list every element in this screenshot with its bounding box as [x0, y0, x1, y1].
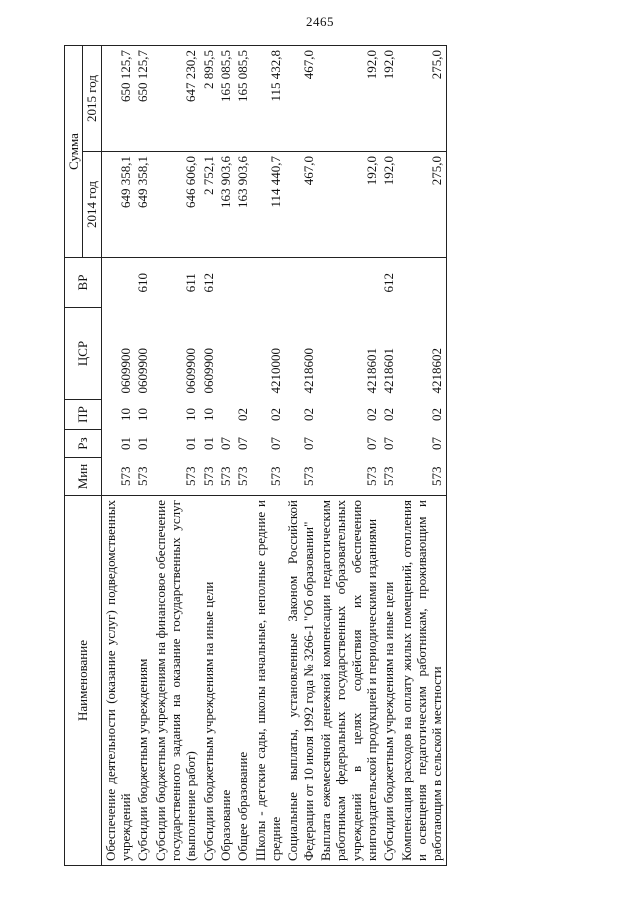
row-2014: 467,0 [284, 152, 317, 258]
table-row [398, 46, 446, 866]
row-name: Образование [217, 496, 234, 866]
table-row [200, 46, 217, 866]
row-min: 573 [317, 458, 380, 496]
row-vr [101, 258, 134, 308]
row-2014: 163 903,6 [234, 152, 251, 258]
row-name: Субсидии бюджетным учреждениям на иные цели [380, 496, 397, 866]
row-vr: 610 [134, 258, 151, 308]
row-2015: 165 085,5 [217, 46, 234, 152]
row-csr: 4210000 [267, 348, 283, 394]
table-row [234, 46, 251, 866]
row-rz: 07 [381, 437, 397, 450]
row-csr: 0609900 [183, 348, 199, 394]
row-vr [398, 258, 446, 308]
row-pr: 10 [183, 408, 199, 421]
row-2014: 163 903,6 [217, 152, 234, 258]
row-name: Компенсация расходов на оплату жилых помещений, отопления и освещения педагогическим работникам, проживающим и работающим в сельской местности [398, 496, 446, 866]
row-csr: 4218601 [363, 348, 379, 394]
table-row [101, 46, 134, 866]
row-min: 573 [152, 458, 200, 496]
row-2015: 647 230,2 [152, 46, 200, 152]
row-min: 573 [217, 458, 234, 496]
header-csr: ЦСР [65, 308, 102, 400]
row-2015: 192,0 [317, 46, 380, 152]
header-pr: ПР [65, 400, 102, 430]
row-name: Субсидии бюджетным учреждениям на финансовое обеспечение государственного задания на оказание государственных услуг (выполнение работ) [152, 496, 200, 866]
row-rz: 07 [398, 430, 446, 458]
row-name: Школы - детские сады, школы начальные, неполные средние и средние [252, 496, 285, 866]
row-min: 573 [380, 458, 397, 496]
row-csr: 4218602 [398, 308, 446, 400]
table-row [134, 46, 151, 866]
row-2014: 649 358,1 [134, 152, 151, 258]
row-rz: 07 [235, 437, 251, 450]
row-pr: 02 [363, 408, 379, 421]
row-pr [217, 400, 234, 430]
row-pr: 02 [398, 400, 446, 430]
row-2014: 114 440,7 [252, 152, 285, 258]
row-min: 573 [200, 458, 217, 496]
row-csr: 4218600 [300, 348, 316, 394]
row-vr [317, 258, 380, 308]
row-2014: 649 358,1 [101, 152, 134, 258]
row-vr [234, 258, 251, 308]
row-2014: 192,0 [317, 152, 380, 258]
row-rz: 07 [217, 437, 233, 450]
row-2014: 2 752,1 [200, 152, 217, 258]
row-vr [217, 258, 234, 308]
row-vr [284, 258, 317, 308]
row-csr [234, 308, 251, 400]
row-2015: 192,0 [380, 46, 397, 152]
row-vr: 611 [152, 258, 200, 308]
page-number: 2465 [306, 14, 334, 29]
row-rz: 07 [300, 437, 316, 450]
row-pr: 10 [135, 408, 151, 421]
row-pr: 02 [267, 408, 283, 421]
row-min: 573 [398, 458, 446, 496]
row-rz: 07 [267, 437, 283, 450]
row-min: 573 [252, 458, 285, 496]
row-vr: 612 [200, 258, 217, 308]
row-csr: 0609900 [117, 348, 133, 394]
table-row [252, 46, 285, 866]
row-pr: 10 [117, 408, 133, 421]
row-name: Общее образование [234, 496, 251, 866]
table-body [101, 46, 446, 866]
row-rz: 07 [363, 437, 379, 450]
budget-table [64, 45, 447, 866]
table-row [152, 46, 200, 866]
row-rz: 01 [135, 437, 151, 450]
row-min: 573 [101, 458, 134, 496]
table-row [380, 46, 397, 866]
row-csr: 0609900 [200, 348, 216, 394]
row-min: 573 [284, 458, 317, 496]
row-2015: 467,0 [284, 46, 317, 152]
row-name: Обеспечение деятельности (оказание услуг) подведомственных учреждений [101, 496, 134, 866]
header-name: Наименование [65, 496, 102, 866]
table-row [217, 46, 234, 866]
row-name: Выплата ежемесячной денежной компенсации педагогическим работникам федеральных государственных образовательных учреждений в целях содействия их обеспечению книгоиздательской продукцией и периодическими изданиями [317, 496, 380, 866]
row-pr: 10 [200, 408, 216, 421]
row-name: Субсидии бюджетным учреждениям [134, 496, 151, 866]
row-rz: 01 [200, 437, 216, 450]
table-row [284, 46, 317, 866]
header-rz: Рз [65, 430, 102, 458]
header-2015: 2015 год [83, 46, 101, 152]
row-2014: 192,0 [380, 152, 397, 258]
row-rz: 01 [183, 437, 199, 450]
row-pr: 02 [235, 408, 251, 421]
row-2015: 2 895,5 [200, 46, 217, 152]
row-name: Субсидии бюджетным учреждениям на иные цели [200, 496, 217, 866]
header-2014: 2014 год [83, 152, 101, 258]
row-pr: 02 [381, 408, 397, 421]
row-min: 573 [234, 458, 251, 496]
row-2015: 115 432,8 [252, 46, 285, 152]
row-2014: 275,0 [398, 152, 446, 258]
row-rz: 01 [117, 437, 133, 450]
rotated-table-container [64, 46, 619, 866]
row-name: Социальные выплаты, установленные Законом Российской Федерации от 10 июля 1992 года № 3266-1 "Об образовании" [284, 496, 317, 866]
row-vr: 612 [380, 258, 397, 308]
row-2015: 650 125,7 [134, 46, 151, 152]
header-min: Мин [65, 458, 102, 496]
header-vr: ВР [65, 258, 102, 308]
table-row [317, 46, 380, 866]
header-sum: Сумма [65, 46, 83, 258]
row-csr: 4218601 [381, 348, 397, 394]
row-2014: 646 606,0 [152, 152, 200, 258]
row-2015: 275,0 [398, 46, 446, 152]
row-csr: 0609900 [135, 348, 151, 394]
row-min: 573 [134, 458, 151, 496]
row-pr: 02 [300, 408, 316, 421]
row-vr [252, 258, 285, 308]
row-2015: 650 125,7 [101, 46, 134, 152]
row-csr [217, 308, 234, 400]
row-2015: 165 085,5 [234, 46, 251, 152]
